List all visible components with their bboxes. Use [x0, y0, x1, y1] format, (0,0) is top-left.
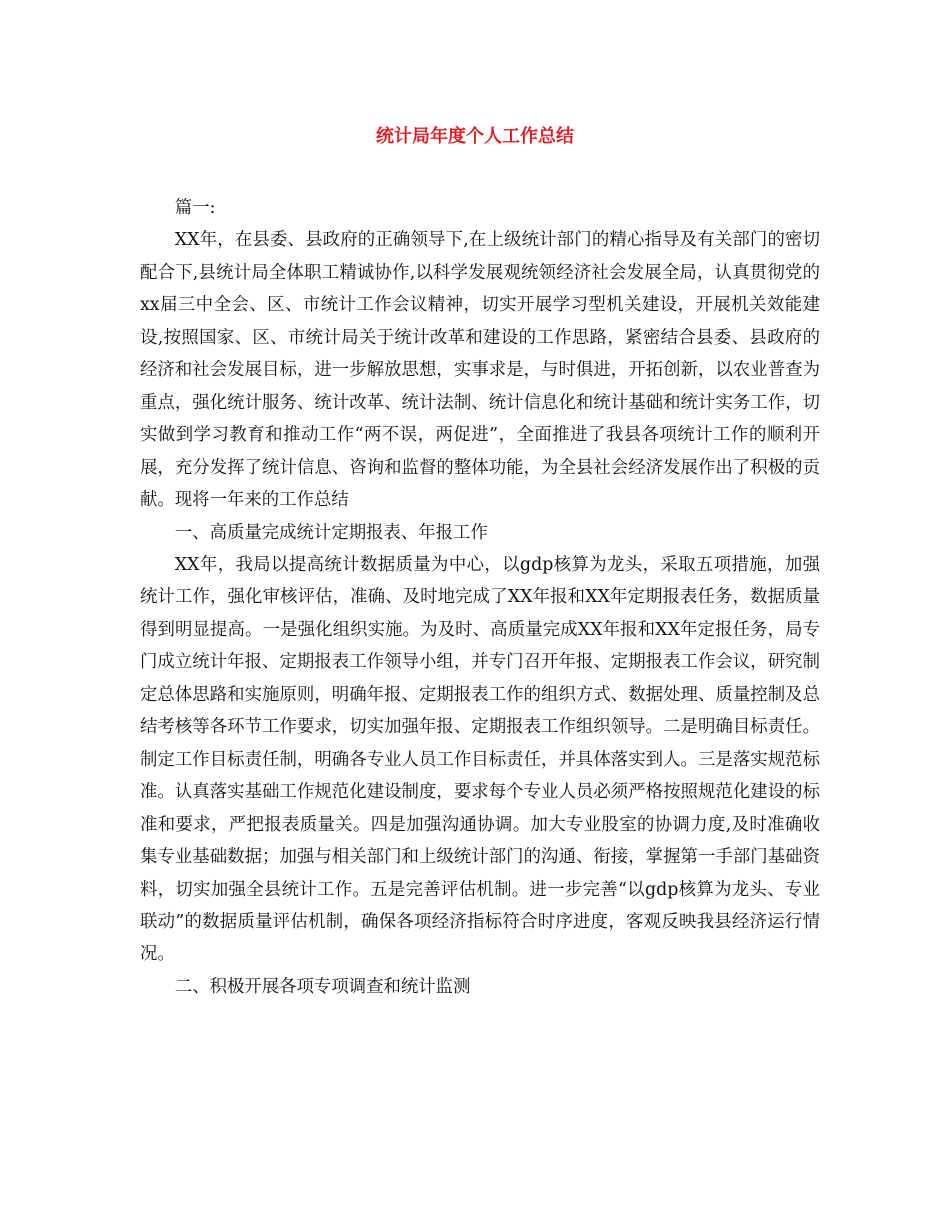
paragraph-overview: XX年，在县委、县政府的正确领导下,在上级统计部门的精心指导及有关部门的密切配合下,县统计局全体职工精诚协作,以科学发展观统领经济社会发展全局，认真贯彻党的xx届三中全会、区、市统计工作会议精神，切实开展学习型机关建设，开展机关效能建设,按照国家、区、市统计局关于统计改革和建设的工作思路，紧密结合县委、县政府的经济和社会发展目标，进一步解放思想，实事求是，与时俱进，开拓创新，以农业普查为重点，强化统计服务、统计改革、统计法制、统计信息化和统计基础和统计实务工作，切实做到学习教育和推动工作“两不误，两促进”，全面推进了我县各项统计工作的顺利开展，充分发挥了统计信息、咨询和监督的整体功能，为全县社会经济发展作出了积极的贡献。现将一年来的工作总结 [140, 230, 820, 511]
document-body [140, 192, 820, 1003]
document-title: 统计局年度个人工作总结 [376, 126, 574, 147]
section-heading-2: 二、积极开展各项专项调查和统计监测 [174, 976, 471, 997]
section-heading-1: 一、高质量完成统计定期报表、年报工作 [174, 522, 488, 543]
paragraph-section-1: XX年，我局以提高统计数据质量为中心，以gdp核算为龙头，采取五项措施，加强统计工作，强化审核评估，准确、及时地完成了XX年报和XX年定期报表任务，数据质量得到明显提高。一是强化组织实施。为及时、高质量完成XX年报和XX年定报任务，局专门成立统计年报、定期报表工作领导小组，并专门召开年报、定期报表工作会议，研究制定总体思路和实施原则，明确年报、定期报表工作的组织方式、数据处理、质量控制及总结考核等各环节工作要求，切实加强年报、定期报表工作组织领导。二是明确目标责任。制定工作目标责任制，明确各专业人员工作目标责任，并具体落实到人。三是落实规范标准。认真落实基础工作规范化建设制度，要求每个专业人员必须严格按照规范化建设的标准和要求，严把报表质量关。四是加强沟通协调。加大专业股室的协调力度,及时准确收集专业基础数据；加强与相关部门和上级统计部门的沟通、衔接，掌握第一手部门基础资料，切实加强全县统计工作。五是完善评估机制。进一步完善“以gdp核算为龙头、专业联动”的数据质量评估机制，确保各项经济指标符合时序进度，客观反映我县经济运行情况。 [140, 554, 820, 965]
paragraph-intro-label: 篇一: [174, 198, 216, 218]
